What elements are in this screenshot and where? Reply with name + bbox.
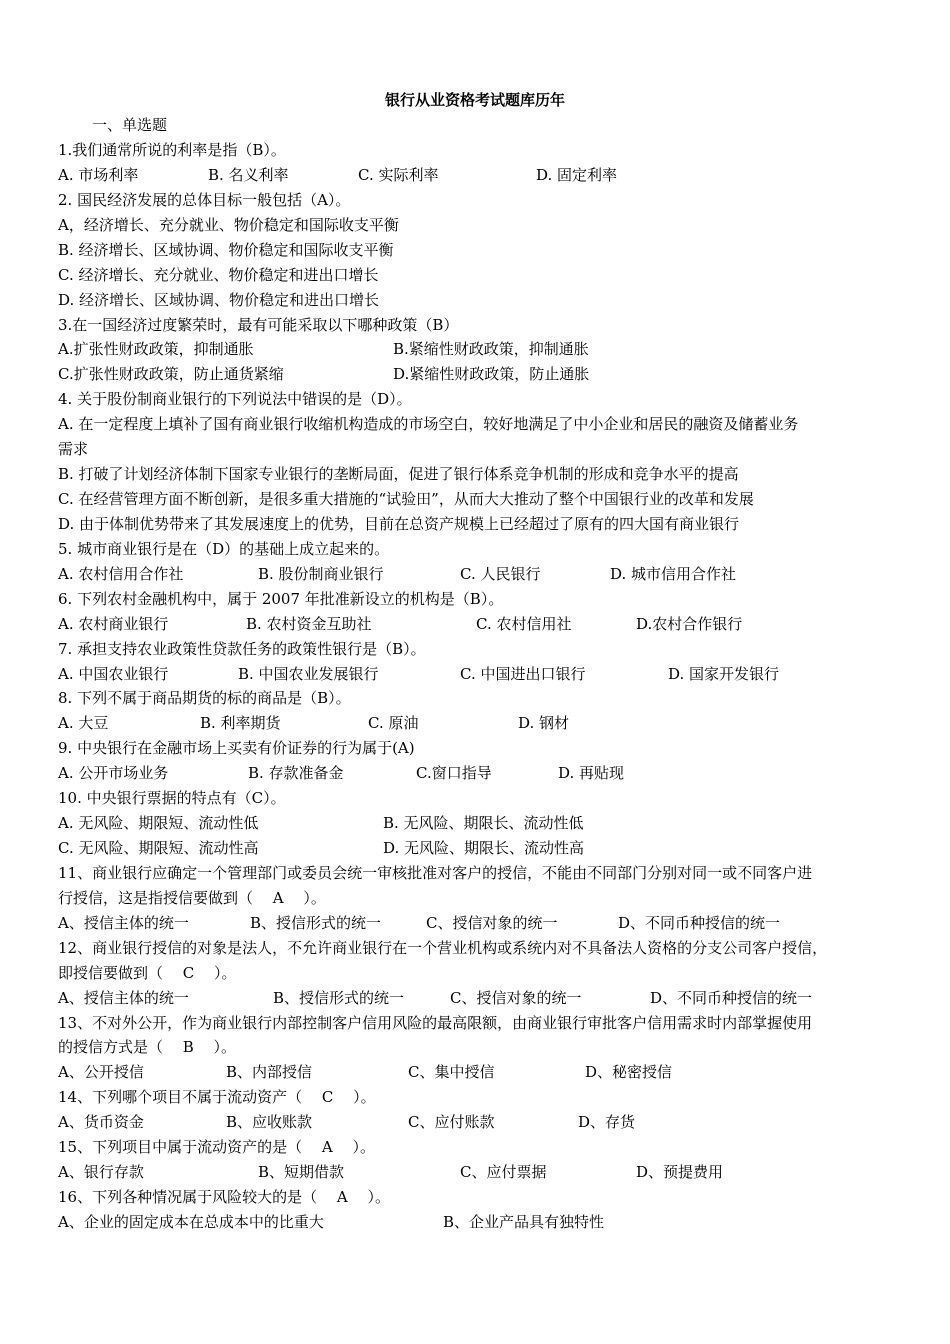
answer-option: B. 存款准备金 bbox=[248, 764, 344, 783]
question-text: 7. 承担支持农业政策性贷款任务的政策性银行是（B）。 bbox=[58, 639, 426, 658]
answer-option: D、秘密授信 bbox=[585, 1063, 673, 1082]
answer-option: C. 人民银行 bbox=[460, 564, 541, 583]
answer-option: C、应付票据 bbox=[460, 1163, 547, 1182]
answer-option: A、货币资金 bbox=[58, 1113, 144, 1132]
question-text: 11、商业银行应确定一个管理部门或委员会统一审核批准对客户的授信，不能由不同部门分别对同一或不同客户进 bbox=[58, 863, 813, 882]
answer-option: C. 中国进出口银行 bbox=[460, 664, 586, 683]
question-text: 14、下列哪个项目不属于流动资产（ C ）。 bbox=[58, 1088, 376, 1107]
answer-option: D.紧缩性财政政策，防止通胀 bbox=[393, 365, 590, 384]
answer-option: C. 无风险、期限短、流动性高 bbox=[58, 839, 259, 858]
answer-option: B. 股份制商业银行 bbox=[258, 564, 384, 583]
answer-option: D.农村合作银行 bbox=[636, 614, 743, 633]
answer-option: B. 利率期货 bbox=[200, 714, 281, 733]
answer-option: A、授信主体的统一 bbox=[58, 913, 189, 932]
answer-option: D. 再贴现 bbox=[558, 764, 625, 783]
question-text: D. 经济增长、区域协调、物价稳定和进出口增长 bbox=[58, 290, 380, 309]
answer-option: D、存货 bbox=[578, 1113, 636, 1132]
answer-option: D、不同币种授信的统一 bbox=[650, 988, 813, 1007]
question-text: 行授信，这是指授信要做到（ A ）。 bbox=[58, 888, 326, 907]
answer-option: A. 大豆 bbox=[58, 714, 109, 733]
answer-option: A. 农村信用合作社 bbox=[58, 564, 184, 583]
answer-option: B、短期借款 bbox=[258, 1163, 345, 1182]
section-heading: 一、单选题 bbox=[92, 116, 168, 134]
question-text: 6. 下列农村金融机构中，属于 2007 年批准新设立的机构是（B）。 bbox=[58, 589, 504, 608]
answer-option: C. 农村信用社 bbox=[476, 614, 572, 633]
question-text: D. 由于体制优势带来了其发展速度上的优势，目前在总资产规模上已经超过了原有的四大国有商业银行 bbox=[58, 514, 740, 533]
answer-option: D、预提费用 bbox=[636, 1163, 724, 1182]
question-text: 12、商业银行授信的对象是法人，不允许商业银行在一个营业机构或系统内对不具备法人资格的分支公司客户授信， bbox=[58, 938, 828, 957]
answer-option: C、集中授信 bbox=[408, 1063, 495, 1082]
question-text: 5. 城市商业银行是在（D）的基础上成立起来的。 bbox=[58, 539, 390, 558]
answer-option: B、授信形式的统一 bbox=[250, 913, 382, 932]
answer-option: A. 中国农业银行 bbox=[58, 664, 169, 683]
answer-option: C. 原油 bbox=[368, 714, 419, 733]
answer-option: C.窗口指导 bbox=[416, 764, 492, 783]
question-text: 9. 中央银行在金融市场上买卖有价证券的行为属于(A) bbox=[58, 739, 415, 758]
question-text: 10. 中央银行票据的特点有（C）。 bbox=[58, 789, 286, 808]
answer-option: B、企业产品具有独特性 bbox=[443, 1212, 605, 1231]
answer-option: A、企业的固定成本在总成本中的比重大 bbox=[58, 1212, 324, 1231]
answer-option: A、公开授信 bbox=[58, 1063, 144, 1082]
question-text: A，经济增长、充分就业、物价稳定和国际收支平衡 bbox=[58, 215, 399, 234]
answer-option: B. 中国农业发展银行 bbox=[238, 664, 379, 683]
answer-option: C.扩张性财政政策，防止通货紧缩 bbox=[58, 365, 284, 384]
question-text: 3.在一国经济过度繁荣时，最有可能采取以下哪种政策（B） bbox=[58, 315, 459, 334]
answer-option: C. 实际利率 bbox=[358, 165, 439, 184]
answer-option: A. 农村商业银行 bbox=[58, 614, 169, 633]
question-text: 2. 国民经济发展的总体目标一般包括（A）。 bbox=[58, 190, 351, 209]
answer-option: D. 固定利率 bbox=[536, 165, 618, 184]
answer-option: A. 无风险、期限短、流动性低 bbox=[58, 814, 259, 833]
question-text: 15、下列项目中属于流动资产的是（ A ）。 bbox=[58, 1138, 375, 1157]
question-text: C. 在经营管理方面不断创新，是很多重大措施的“试验田”，从而大大推动了整个中国银行业的改革和发展 bbox=[58, 490, 754, 509]
question-text: C. 经济增长、充分就业、物价稳定和进出口增长 bbox=[58, 265, 379, 284]
answer-option: C、授信对象的统一 bbox=[450, 988, 582, 1007]
answer-option: C、授信对象的统一 bbox=[426, 913, 558, 932]
question-text: 4. 关于股份制商业银行的下列说法中错误的是（D）。 bbox=[58, 390, 412, 409]
answer-option: D. 无风险、期限长、流动性高 bbox=[383, 839, 585, 858]
question-text: B. 打破了计划经济体制下国家专业银行的垄断局面，促进了银行体系竞争机制的形成和竞争水平的提高 bbox=[58, 465, 739, 484]
answer-option: A.扩张性财政政策，抑制通胀 bbox=[58, 340, 254, 359]
answer-option: B.紧缩性财政政策，抑制通胀 bbox=[393, 340, 589, 359]
question-text: 的授信方式是（ B ）。 bbox=[58, 1038, 237, 1057]
answer-option: D. 国家开发银行 bbox=[668, 664, 780, 683]
answer-option: B. 农村资金互助社 bbox=[246, 614, 372, 633]
question-text: 需求 bbox=[58, 440, 89, 459]
question-text: 13、不对外公开，作为商业银行内部控制客户信用风险的最高限额，由商业银行审批客户信用需求时内部掌握使用 bbox=[58, 1013, 813, 1032]
question-text: 8. 下列不属于商品期货的标的商品是（B）。 bbox=[58, 689, 351, 708]
answer-option: C、应付账款 bbox=[408, 1113, 495, 1132]
question-text: B. 经济增长、区域协调、物价稳定和国际收支平衡 bbox=[58, 240, 394, 259]
answer-option: D、不同币种授信的统一 bbox=[618, 913, 781, 932]
answer-option: A. 公开市场业务 bbox=[58, 764, 169, 783]
answer-option: B、内部授信 bbox=[226, 1063, 313, 1082]
answer-option: B、应收账款 bbox=[226, 1113, 313, 1132]
answer-option: B、授信形式的统一 bbox=[273, 988, 405, 1007]
answer-option: D. 城市信用合作社 bbox=[610, 564, 737, 583]
question-text: 16、下列各种情况属于风险较大的是（ A ）。 bbox=[58, 1188, 390, 1207]
question-text: 1.我们通常所说的利率是指（B）。 bbox=[58, 141, 286, 159]
answer-option: A. 市场利率 bbox=[58, 165, 139, 184]
question-text: 即授信要做到（ C ）。 bbox=[58, 963, 237, 982]
answer-option: D. 钢材 bbox=[518, 714, 570, 733]
answer-option: B. 无风险、期限长、流动性低 bbox=[383, 814, 584, 833]
question-text: A. 在一定程度上填补了国有商业银行收缩机构造成的市场空白，较好地满足了中小企业和居民的融资及储蓄业务 bbox=[58, 415, 799, 434]
document-title: 银行从业资格考试题库历年 bbox=[384, 91, 565, 109]
answer-option: A、银行存款 bbox=[58, 1163, 144, 1182]
answer-option: A、授信主体的统一 bbox=[58, 988, 189, 1007]
answer-option: B. 名义利率 bbox=[208, 165, 289, 184]
